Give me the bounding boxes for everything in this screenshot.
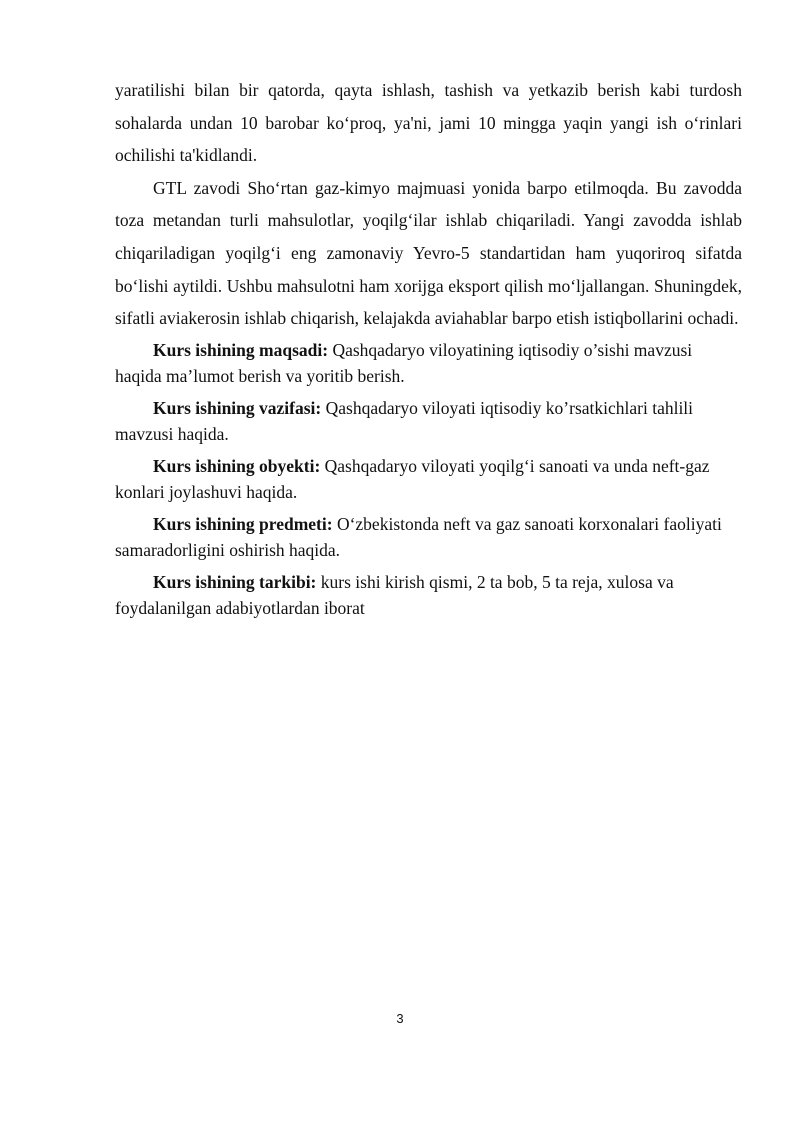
page-number: 3 xyxy=(396,1011,404,1026)
course-object-text: Qashqadaryo viloyati yoqilg‘i sanoati va unda neft-gaz konlari joylashuvi haqida. xyxy=(115,455,710,502)
course-goal xyxy=(115,337,742,389)
course-goal-text: Qashqadaryo viloyatining iqtisodiy o’sishi mavzusi haqida ma’lumot berish va yoritib berish. xyxy=(115,339,693,386)
course-task-text: Qashqadaryo viloyati iqtisodiy ko’rsatkichlari tahlili mavzusi haqida. xyxy=(115,397,694,444)
course-goal-label: Kurs ishining maqsadi: xyxy=(153,339,329,360)
course-structure-label: Kurs ishining tarkibi: xyxy=(153,571,317,592)
course-structure-text: kurs ishi kirish qismi, 2 ta bob, 5 ta reja, xulosa va foydalanilgan adabiyotlardan iborat xyxy=(115,571,674,618)
course-subject-label: Kurs ishining predmeti: xyxy=(153,513,333,534)
course-subject xyxy=(115,511,742,563)
document-body xyxy=(115,74,742,621)
paragraph-continuation: yaratilishi bilan bir qatorda, qayta ishlash, tashish va yetkazib berish kabi turdosh sohalarda undan 10 barobar ko‘proq, ya'ni, jami 10 mingga yaqin yangi ish o‘rinlari ochilishi ta'kidlandi. xyxy=(115,80,742,166)
paragraph-gtl-plant: GTL zavodi Sho‘rtan gaz-kimyo majmuasi yonida barpo etilmoqda. Bu zavodda toza metandan turli mahsulotlar, yoqilg‘ilar ishlab chiqariladi. Yangi zavodda ishlab chiqariladigan yoqilg‘i eng zamonaviy Yevro-5 standartidan ham yuqoriroq sifatda bo‘lishi aytildi. Ushbu mahsulotni ham xorijga eksport qilish mo‘ljallangan. Shuningdek, sifatli aviakerosin ishlab chiqarish, kelajakda aviahablar barpo etish istiqbollarini ochadi. xyxy=(115,177,742,329)
course-structure xyxy=(115,569,742,621)
course-task-label: Kurs ishining vazifasi: xyxy=(153,397,322,418)
course-subject-text: O‘zbekistonda neft va gaz sanoati korxonalari faoliyati samaradorligini oshirish haqida. xyxy=(115,513,722,560)
course-task xyxy=(115,395,742,447)
course-object xyxy=(115,453,742,505)
course-object-label: Kurs ishining obyekti: xyxy=(153,455,321,476)
